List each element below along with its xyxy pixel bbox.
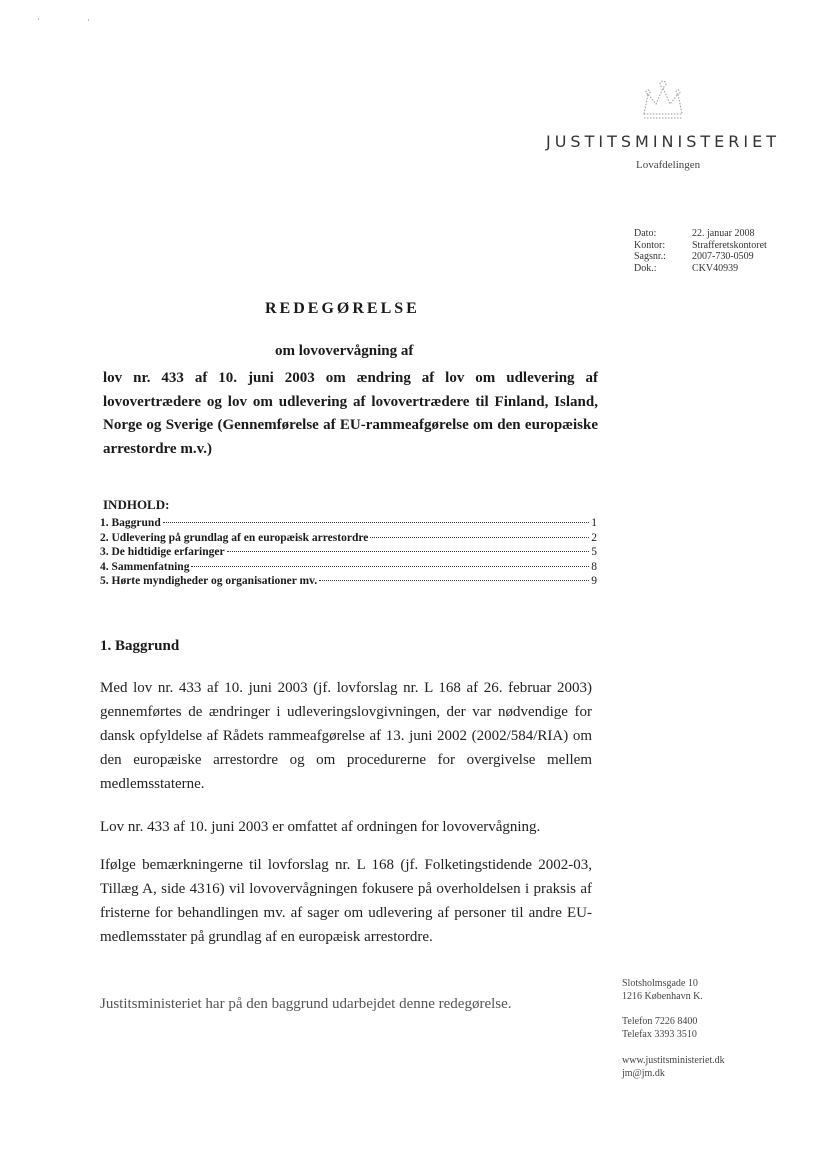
- document-title: REDEGØRELSE: [265, 300, 420, 317]
- toc-leader: [227, 551, 590, 552]
- meta-row-office: [634, 240, 767, 252]
- toc-item-page: 2: [591, 531, 597, 544]
- meta-row-date: [634, 228, 767, 240]
- phone-block: [622, 1016, 697, 1041]
- toc-item-page: 5: [591, 546, 597, 558]
- meta-value: 2007-730-0509: [692, 251, 754, 262]
- website-link[interactable]: www.justitsministeriet.dk: [622, 1055, 725, 1066]
- department-name: Lovafdelingen: [636, 159, 701, 171]
- toc-leader: [191, 566, 589, 567]
- toc-item-label: 4. Sammenfatning: [100, 560, 190, 573]
- meta-row-case-number: [634, 251, 767, 263]
- meta-label: Dok.:: [634, 262, 657, 274]
- paragraph: Justitsministeriet har på den baggrund udarbejdet denne redegørelse.: [100, 996, 512, 1012]
- meta-value: 22. januar 2008: [692, 228, 755, 239]
- email-link[interactable]: jm@jm.dk: [622, 1067, 665, 1079]
- web-block: [622, 1055, 725, 1080]
- fax-number: Telefax 3393 3510: [622, 1028, 697, 1040]
- toc-item[interactable]: [100, 560, 597, 575]
- toc-item-label: 1. Baggrund: [100, 517, 161, 529]
- meta-value: Strafferetskontoret: [692, 239, 767, 251]
- toc-leader: [163, 522, 590, 523]
- crown-crest-icon: [636, 78, 690, 126]
- toc-item[interactable]: [100, 545, 597, 560]
- address-block: [622, 978, 703, 1003]
- toc-heading: INDHOLD:: [103, 497, 170, 512]
- document-subtitle: om lovovervågning af: [275, 343, 414, 359]
- document-subject: lov nr. 433 af 10. juni 2003 om ændring af lov om udlevering af lovovertrædere og lov om udlevering af lovovertrædere til Finland, Island, Norge og Sverige (Gennemførelse af EU-rammeafgørelse om den europæiske arrestordre m.v.): [103, 370, 598, 457]
- toc-item[interactable]: [100, 531, 597, 546]
- paragraph: Med lov nr. 433 af 10. juni 2003 (jf. lovforslag nr. L 168 af 26. februar 2003) gennemførtes de ændringer i udleveringslovgivningen, der var nødvendige for dansk opfyldelse af Rådets rammeafgørelse af 13. juni 2002 (2002/584/RIA) om den europæiske arrestordre og om procedurerne for overgivelse mellem medlemsstaterne.: [100, 680, 592, 792]
- address-line: 1216 København K.: [622, 990, 703, 1002]
- table-of-contents: [100, 516, 597, 589]
- scan-speck: ·: [87, 15, 90, 25]
- toc-item-page: 1: [591, 517, 597, 529]
- meta-value: CKV40939: [692, 262, 739, 274]
- toc-item-label: 2. Udlevering på grundlag af en europæisk arrestordre: [100, 531, 369, 544]
- meta-label: Kontor:: [634, 239, 666, 251]
- section-heading: 1. Baggrund: [100, 638, 180, 654]
- ministry-name: JUSTITSMINISTERIET: [546, 132, 780, 151]
- toc-item[interactable]: [100, 516, 597, 531]
- meta-label: Dato:: [634, 228, 657, 239]
- paragraph: Lov nr. 433 af 10. juni 2003 er omfattet af ordningen for lovovervågning.: [100, 819, 541, 835]
- toc-item-label: 3. De hidtidige erfaringer: [100, 546, 225, 558]
- meta-label: Sagsnr.:: [634, 251, 666, 262]
- toc-item-page: 8: [591, 560, 597, 573]
- toc-item[interactable]: [100, 574, 597, 589]
- toc-item-page: 9: [591, 575, 597, 587]
- document-meta: [634, 228, 767, 274]
- address-line: Slotsholmsgade 10: [622, 978, 698, 989]
- phone-number: Telefon 7226 8400: [622, 1016, 698, 1027]
- scan-speck: ·: [37, 14, 40, 24]
- paragraph: Ifølge bemærkningerne til lovforslag nr. L 168 (jf. Folketingstidende 2002-03, Tillæg A, side 4316) vil lovovervågningen fokusere på overholdelsen i praksis af fristerne for behandlingen mv. af sager om udlevering af personer til andre EU-medlemsstater på grundlag af en europæisk arrestordre.: [100, 857, 592, 945]
- toc-item-label: 5. Hørte myndigheder og organisationer mv.: [100, 575, 318, 587]
- toc-leader: [370, 537, 589, 538]
- meta-row-document: [634, 263, 767, 275]
- toc-leader: [319, 580, 589, 581]
